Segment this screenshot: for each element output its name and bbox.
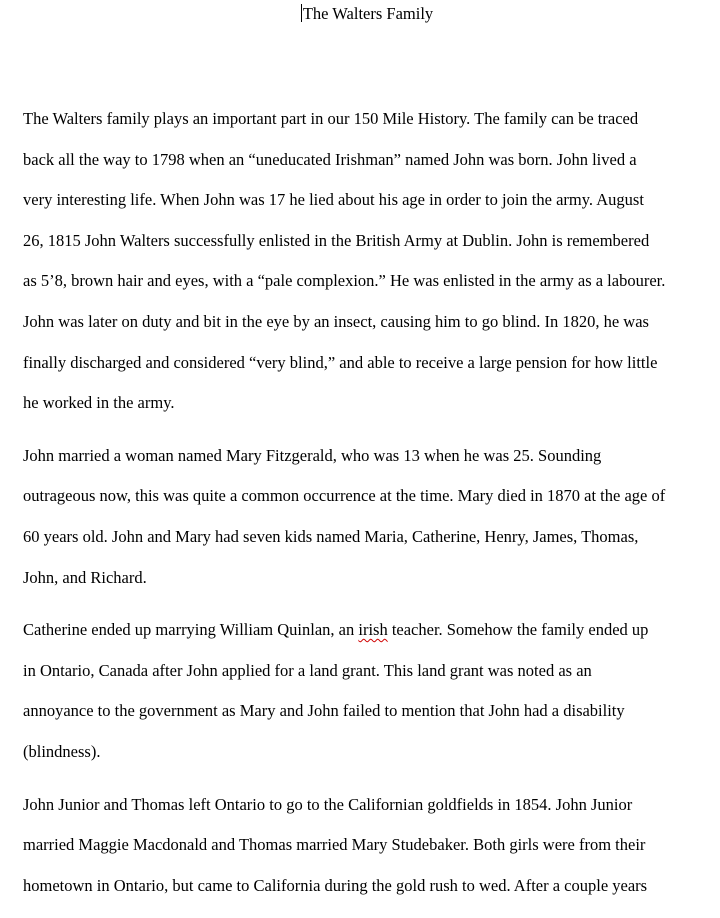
text-line: back all the way to 1798 when an “uneducated Irishman” named John was born. John lived a [23, 149, 637, 169]
text-line: very interesting life. When John was 17 he lied about his age in order to join the army. August [23, 190, 644, 210]
document-title[interactable] [0, 3, 720, 25]
text-line: as 5’8, brown hair and eyes, with a “pale complexion.” He was enlisted in the army as a labourer. [23, 271, 666, 291]
text-line: 60 years old. John and Mary had seven kids named Maria, Catherine, Henry, James, Thomas, [23, 526, 639, 546]
text-line: hometown in Ontario, but came to California during the gold rush to wed. After a couple years [23, 875, 648, 895]
paragraph-4 [23, 785, 720, 907]
text-line: finally discharged and considered “very blind,” and able to receive a large pension for how little [23, 352, 658, 372]
paragraph-2 [23, 436, 720, 598]
text-line: annoyance to the government as Mary and John failed to mention that John had a disability [23, 701, 625, 721]
paragraph-1 [23, 99, 720, 424]
text-line: he worked in the army. [23, 393, 175, 413]
text-line: in Ontario, Canada after John applied for a land grant. This land grant was noted as an [23, 660, 592, 680]
text-cursor [301, 4, 302, 22]
text-line: (blindness). [23, 741, 101, 761]
text-line: John Junior and Thomas left Ontario to go to the Californian goldfields in 1854. John Junior [23, 794, 633, 814]
text-line: John was later on duty and bit in the eye by an insect, causing him to go blind. In 1820, he was [23, 311, 649, 331]
text-line: John married a woman named Mary Fitzgerald, who was 13 when he was 25. Sounding [23, 445, 602, 465]
text-line: John, and Richard. [23, 567, 147, 587]
document-title-text: The Walters Family [302, 4, 434, 23]
text-line: The Walters family plays an important part in our 150 Mile History. The family can be traced [23, 109, 639, 128]
paragraph-3 [23, 610, 720, 772]
text-run: Catherine ended up marrying William Quinlan, an [23, 620, 359, 640]
text-line: 26, 1815 John Walters successfully enlisted in the British Army at Dublin. John is remembered [23, 230, 650, 250]
text-line [23, 610, 720, 651]
misspelled-word[interactable]: irish [358, 620, 388, 640]
text-run: teacher. Somehow the family ended up [387, 620, 649, 640]
text-line: married Maggie Macdonald and Thomas married Mary Studebaker. Both girls were from their [23, 835, 646, 855]
document-body[interactable] [23, 99, 720, 918]
text-line: outrageous now, this was quite a common occurrence at the time. Mary died in 1870 at the age of [23, 486, 666, 506]
